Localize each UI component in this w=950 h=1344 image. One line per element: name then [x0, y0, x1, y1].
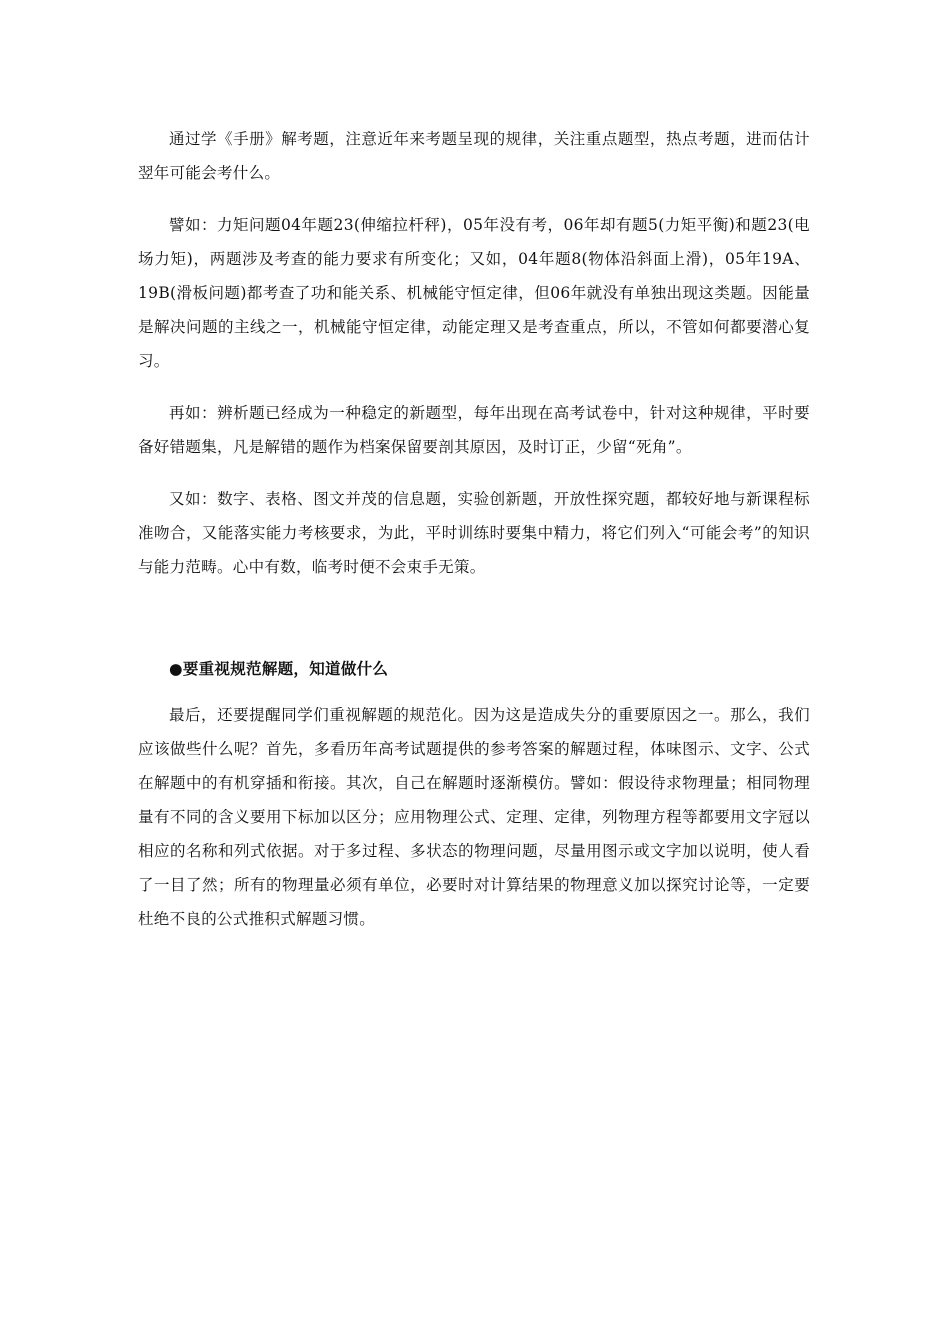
section-heading: ●要重视规范解题，知道做什么 [169, 659, 389, 678]
paragraph-standard-solving: 最后，还要提醒同学们重视解题的规范化。因为这是造成失分的重要原因之一。那么，我们应该做些什么呢？首先，多看历年高考试题提供的参考答案的解题过程，体味图示、文字、公式在解题中的有机穿插和衔接。其次，自己在解题时逐渐模仿。譬如：假设待求物理量；相同物理量有不同的含义要用下标加以区分；应用物理公式、定理、定律，列物理方程等都要用文字冠以相应的名称和列式依据。对于多过程、多状态的物理问题，尽量用图示或文字加以说明，使人看了一目了然；所有的物理量必须有单位，必要时对计算结果的物理意义加以探究讨论等，一定要杜绝不良的公式推积式解题习惯。 [138, 706, 810, 928]
paragraph-example-information: 又如：数字、表格、图文并茂的信息题，实验创新题，开放性探究题，都较好地与新课程标准吻合，又能落实能力考核要求，为此，平时训练时要集中精力，将它们列入“可能会考”的知识与能力范畴。心中有数，临考时便不会束手无策。 [138, 490, 810, 576]
paragraph-example-torque: 譬如：力矩问题04年题23(伸缩拉杆秤)，05年没有考，06年却有题5(力矩平衡)和题23(电场力矩)，两题涉及考查的能力要求有所变化；又如，04年题8(物体沿斜面上滑)，05年19A、19B(滑板问题)都考查了功和能关系、机械能守恒定律，但06年就没有单独出现这类题。因能量是解决问题的主线之一，机械能守恒定律，动能定理又是考查重点，所以，不管如何都要潜心复习。 [138, 216, 810, 370]
paragraph-example-analysis: 再如：辨析题已经成为一种稳定的新题型，每年出现在高考试卷中，针对这种规律，平时要备好错题集，凡是解错的题作为档案保留要剖其原因，及时订正，少留“死角”。 [138, 404, 810, 456]
section-spacer [138, 584, 810, 652]
document-page [138, 122, 810, 936]
paragraph-intro: 通过学《手册》解考题，注意近年来考题呈现的规律，关注重点题型，热点考题，进而估计翌年可能会考什么。 [138, 130, 810, 182]
